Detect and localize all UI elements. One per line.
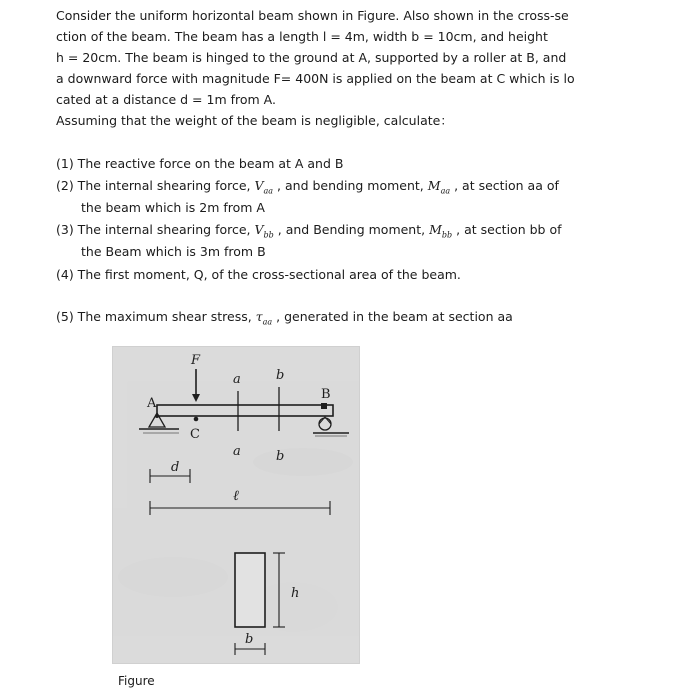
q2-text-c: , at section aa of	[450, 178, 559, 193]
m-aa-symbol: $M_{aa}$	[427, 178, 451, 196]
label-section-b-bottom: b	[276, 449, 285, 464]
v-aa-symbol: $V_{aa}$	[254, 178, 274, 196]
intro-line: h = 20cm. The beam is hinged to the ground at A, supported by a roller at B, and	[56, 50, 567, 65]
label-point-c: C	[190, 427, 200, 442]
cross-section-rectangle	[235, 553, 265, 627]
intro-line: a downward force with magnitude F= 400N is applied on the beam at C which is lo	[56, 71, 575, 86]
q3-text-c: , at section bb of	[452, 222, 562, 237]
label-point-b: B	[321, 387, 331, 402]
label-point-a: A	[147, 396, 157, 411]
question-3	[56, 222, 562, 240]
q5-text-b: , generated in the beam at section aa	[272, 309, 513, 324]
label-length-l: ℓ	[233, 488, 239, 504]
figure-caption: Figure	[118, 674, 155, 688]
q3-text-a: (3) The internal shearing force,	[56, 222, 251, 237]
tau-aa-symbol: $\tau_{aa}$	[255, 309, 273, 327]
intro-line: ction of the beam. The beam has a length l = 4m, width b = 10cm, and height	[56, 29, 548, 44]
question-5	[56, 309, 513, 327]
m-bb-symbol: $M_{bb}$	[429, 222, 453, 240]
question-2	[56, 178, 559, 196]
label-force-f: F	[191, 353, 201, 368]
label-section-a-bottom: a	[233, 444, 241, 459]
q3-text-b: , and Bending moment,	[273, 222, 426, 237]
question-2-continued: the beam which is 2m from A	[81, 200, 265, 215]
q2-text-a: (2) The internal shearing force,	[56, 178, 251, 193]
beam-figure-photo	[112, 346, 360, 664]
q5-text-a: (5) The maximum shear stress,	[56, 309, 252, 324]
label-width-b: b	[245, 632, 254, 647]
q2-text-b: , and bending moment,	[273, 178, 424, 193]
beam-diagram	[113, 347, 359, 663]
label-section-b-top: b	[276, 368, 285, 383]
intro-line: cated at a distance d = 1m from A.	[56, 92, 276, 107]
v-bb-symbol: $V_{bb}$	[254, 222, 274, 240]
intro-line: Assuming that the weight of the beam is negligible, calculate：	[56, 113, 453, 128]
problem-statement	[56, 5, 622, 131]
label-height-h: h	[291, 586, 300, 601]
intro-line: Consider the uniform horizontal beam shown in Figure. Also shown in the cross-se	[56, 8, 569, 23]
question-3-continued: the Beam which is 3m from B	[81, 244, 266, 259]
question-1: (1) The reactive force on the beam at A and B	[56, 156, 344, 171]
label-section-a-top: a	[233, 372, 241, 387]
question-4: (4) The first moment, Q, of the cross-sectional area of the beam.	[56, 267, 461, 282]
point-c-marker	[194, 417, 199, 422]
label-distance-d: d	[171, 460, 180, 475]
